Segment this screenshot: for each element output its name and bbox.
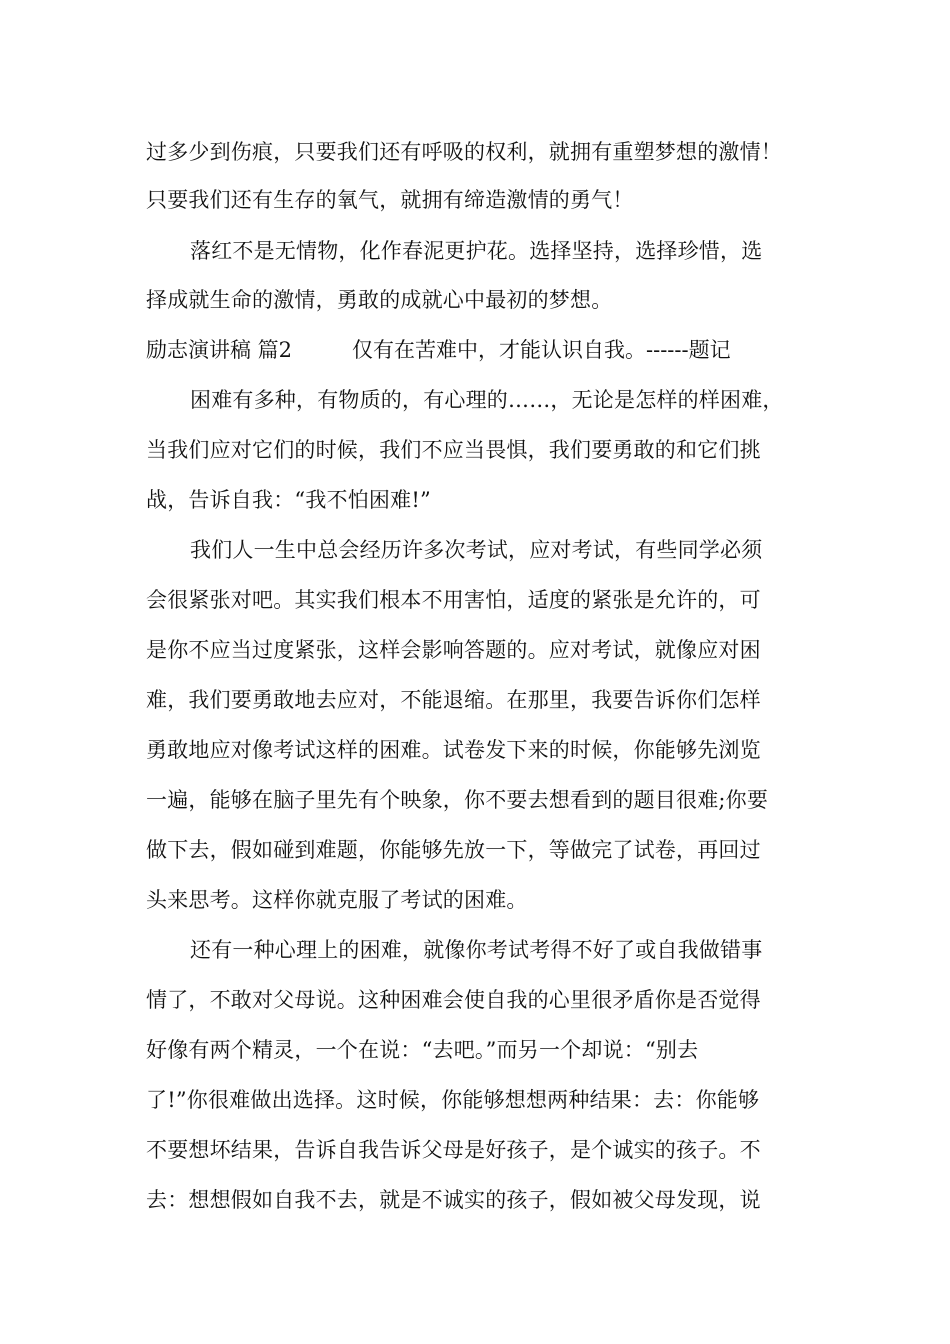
- paragraph-line: 做下去，假如碰到难题，你能够先放一下，等做完了试卷，再回过: [146, 838, 761, 862]
- paragraph-line: 是你不应当过度紧张，这样会影响答题的。应对考试，就像应对困: [146, 638, 761, 662]
- paragraph-line: 困难有多种，有物质的，有心理的……，无论是怎样的样困难，: [190, 388, 784, 412]
- paragraph-line: 战，告诉自我：“我不怕困难!”: [146, 488, 431, 512]
- paragraph-line: 会很紧张对吧。其实我们根本不用害怕，适度的紧张是允许的，可: [146, 588, 761, 612]
- paragraph-line: 落红不是无情物，化作春泥更护花。选择坚持，选择珍惜，选: [190, 239, 763, 263]
- paragraph-line: 去：想想假如自我不去，就是不诚实的孩子，假如被父母发现，说: [146, 1188, 761, 1212]
- paragraph-line: 择成就生命的激情，勇敢的成就心中最初的梦想。: [146, 288, 613, 312]
- paragraph-line: 还有一种心理上的困难，就像你考试考得不好了或自我做错事: [190, 938, 763, 962]
- paragraph-line: 头来思考。这样你就克服了考试的困难。: [146, 888, 528, 912]
- paragraph-line: 我们人一生中总会经历许多次考试，应对考试，有些同学必须: [190, 538, 763, 562]
- paragraph-line: 勇敢地应对像考试这样的困难。试卷发下来的时候，你能够先浏览: [146, 738, 761, 762]
- paragraph-line: 只要我们还有生存的氧气，就拥有缔造激情的勇气！: [146, 188, 634, 212]
- section-heading-row: [146, 336, 846, 364]
- paragraph-line: 一遍，能够在脑子里先有个映象，你不要去想看到的题目很难;你要: [146, 788, 769, 812]
- section-title: 励志演讲稿 篇2: [146, 338, 293, 362]
- paragraph-line: 不要想坏结果，告诉自我告诉父母是好孩子，是个诚实的孩子。不: [146, 1138, 761, 1162]
- paragraph-line: 过多少到伤痕，只要我们还有呼吸的权利，就拥有重塑梦想的激情！: [146, 140, 782, 164]
- paragraph-line: 难，我们要勇敢地去应对，不能退缩。在那里，我要告诉你们怎样: [146, 688, 761, 712]
- paragraph-line: 当我们应对它们的时候，我们不应当畏惧，我们要勇敢的和它们挑: [146, 438, 761, 462]
- epigraph: 仅有在苦难中，才能认识自我。------题记: [352, 338, 731, 362]
- paragraph-line: 好像有两个精灵，一个在说：“去吧。”而另一个却说：“别去: [146, 1038, 699, 1062]
- paragraph-line: 情了，不敢对父母说。这种困难会使自我的心里很矛盾你是否觉得: [146, 988, 761, 1012]
- paragraph-line: 了!”你很难做出选择。这时候，你能够想想两种结果：去：你能够: [146, 1088, 760, 1112]
